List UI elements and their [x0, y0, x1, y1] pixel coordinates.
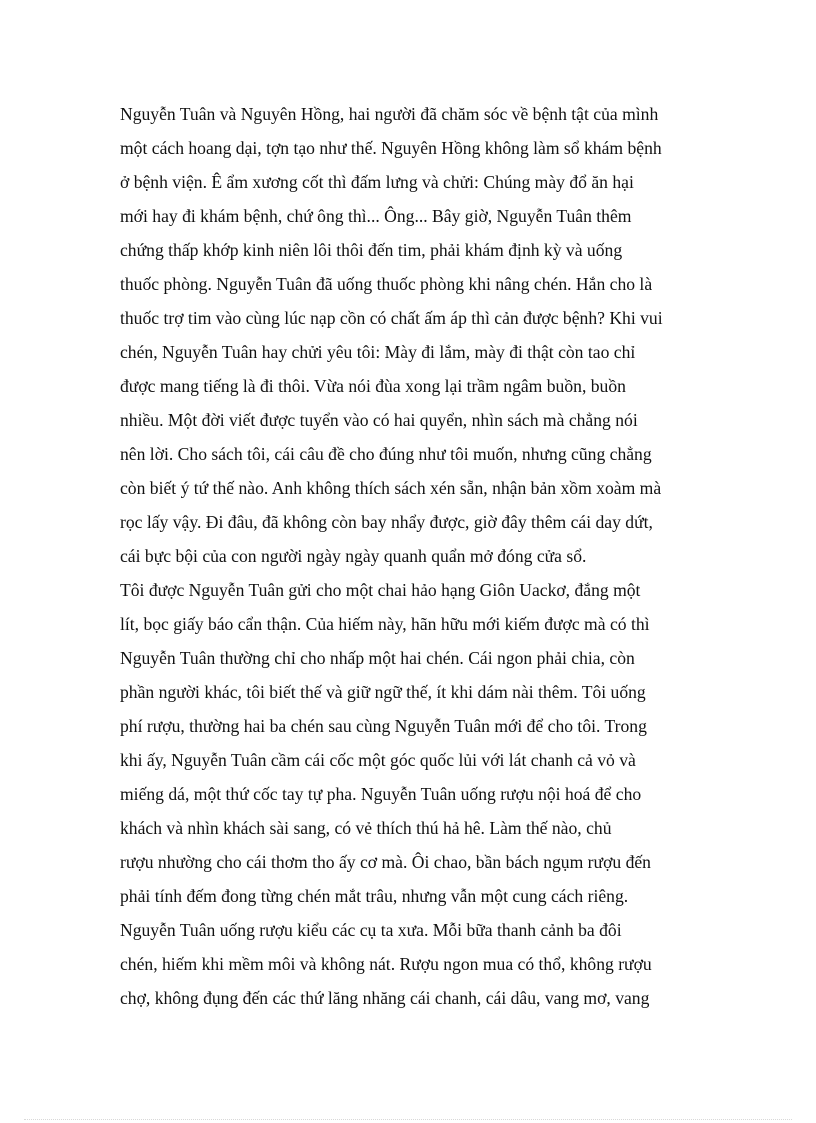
text-line: một cách hoang dại, tợn tạo như thế. Nguyên Hồng không làm sổ khám bệnh: [120, 138, 662, 158]
text-line: ở bệnh viện. Ê ẩm xương cốt thì đấm lưng và chửi: Chúng mày đổ ăn hại: [120, 172, 634, 192]
text-line: chứng thấp khớp kinh niên lôi thôi đến tim, phải khám định kỳ và uống: [120, 240, 623, 260]
text-line: được mang tiếng là đi thôi. Vừa nói đùa xong lại trầm ngâm buồn, buồn: [120, 376, 626, 396]
text-line: nhiều. Một đời viết được tuyển vào có hai quyển, nhìn sách mà chẳng nói: [120, 410, 638, 430]
text-line: chợ, không đụng đến các thứ lăng nhăng cái chanh, cái dâu, vang mơ, vang: [120, 988, 650, 1008]
text-line: còn biết ý tứ thế nào. Anh không thích sách xén sẵn, nhận bản xồm xoàm mà: [120, 478, 662, 498]
text-line: rọc lấy vậy. Đi đâu, đã không còn bay nhẩy được, giờ đây thêm cái day dứt,: [120, 512, 653, 532]
text-line: thuốc trợ tim vào cùng lúc nạp cồn có chất ấm áp thì cản được bệnh? Khi vui: [120, 308, 663, 328]
body-text: [120, 97, 700, 1015]
text-line: khi ấy, Nguyễn Tuân cầm cái cốc một góc quốc lủi với lát chanh cả vỏ và: [120, 750, 636, 770]
page-bottom-border: [24, 1119, 792, 1120]
text-line: lít, bọc giấy báo cẩn thận. Của hiếm này, hãn hữu mới kiếm được mà có thì: [120, 614, 650, 634]
text-line: nên lời. Cho sách tôi, cái câu đề cho đúng như tôi muốn, nhưng cũng chẳng: [120, 444, 652, 464]
text-line: phần người khác, tôi biết thế và giữ ngữ thế, ít khi dám nài thêm. Tôi uống: [120, 682, 646, 702]
text-line: khách và nhìn khách sài sang, có vẻ thích thú hả hê. Làm thế nào, chủ: [120, 818, 612, 838]
text-line: phí rượu, thường hai ba chén sau cùng Nguyễn Tuân mới để cho tôi. Trong: [120, 716, 647, 736]
text-line: Nguyễn Tuân uống rượu kiểu các cụ ta xưa. Mỗi bữa thanh cảnh ba đôi: [120, 920, 622, 940]
text-line: rượu nhường cho cái thơm tho ấy cơ mà. Ôi chao, bần bách ngụm rượu đến: [120, 852, 651, 872]
text-line: phải tính đếm đong từng chén mắt trâu, nhưng vẫn một cung cách riêng.: [120, 886, 629, 906]
text-line: Nguyễn Tuân và Nguyên Hồng, hai người đã chăm sóc về bệnh tật của mình: [120, 104, 659, 124]
text-line: miếng dá, một thứ cốc tay tự pha. Nguyễn Tuân uống rượu nội hoá để cho: [120, 784, 642, 804]
text-line: mới hay đi khám bệnh, chứ ông thì... Ông... Bây giờ, Nguyễn Tuân thêm: [120, 206, 632, 226]
text-line: cái bực bội của con người ngày ngày quanh quẩn mở đóng cửa sổ.: [120, 546, 587, 566]
text-line: Tôi được Nguyễn Tuân gửi cho một chai hảo hạng Giôn Uackơ, đắng một: [120, 580, 641, 600]
text-line: chén, hiếm khi mềm môi và không nát. Rượu ngon mua có thổ, không rượu: [120, 954, 652, 974]
text-line: chén, Nguyễn Tuân hay chửi yêu tôi: Mày đi lắm, mày đi thật còn tao chỉ: [120, 342, 636, 362]
text-line: thuốc phòng. Nguyễn Tuân đã uống thuốc phòng khi nâng chén. Hắn cho là: [120, 274, 653, 294]
text-line: Nguyễn Tuân thường chỉ cho nhấp một hai chén. Cái ngon phải chia, còn: [120, 648, 635, 668]
